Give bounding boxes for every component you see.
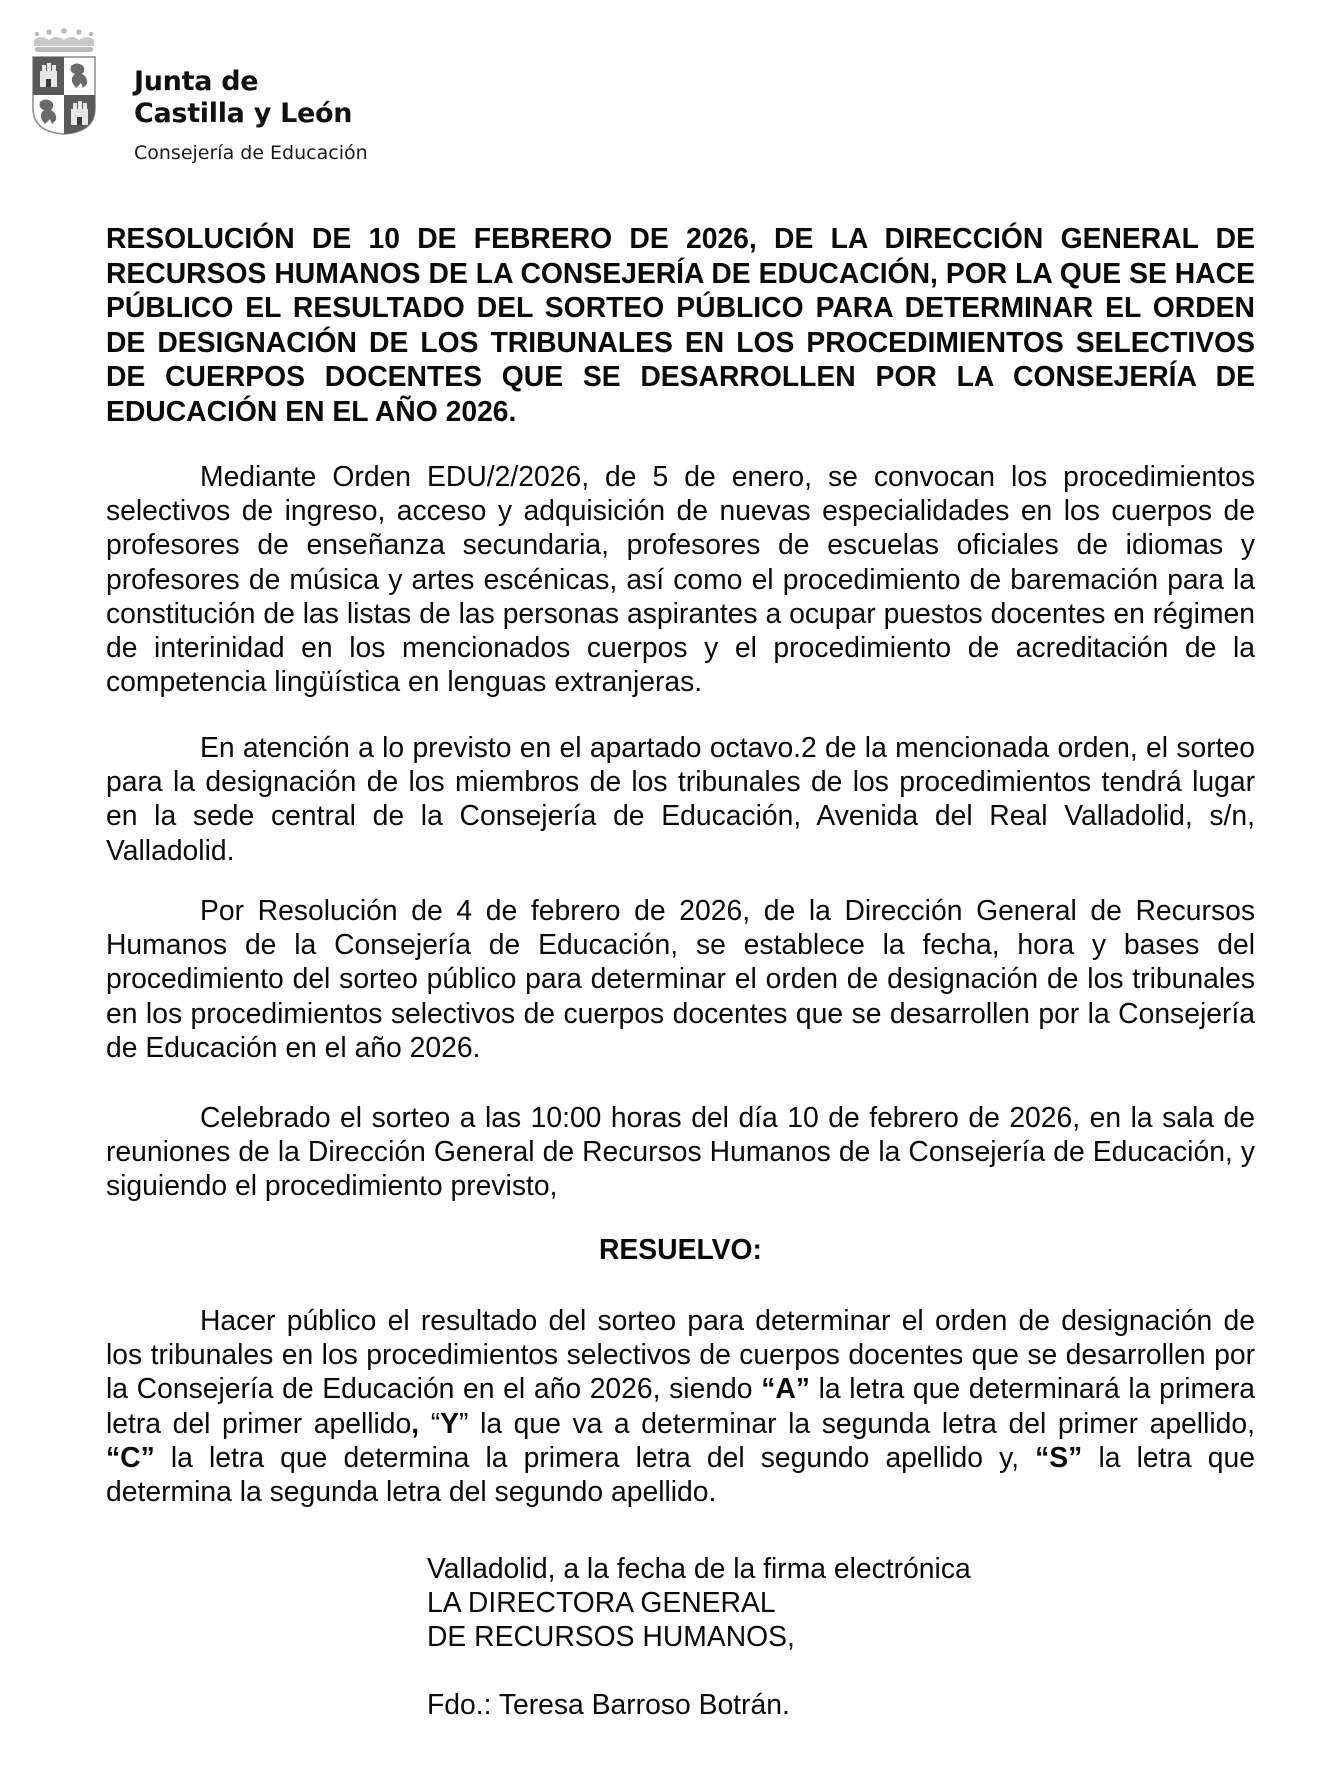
spacer	[427, 1653, 971, 1687]
quote-open: “	[419, 1406, 441, 1439]
signatory-role-line1: LA DIRECTORA GENERAL	[427, 1586, 776, 1618]
document-title: RESOLUCIÓN DE 10 DE FEBRERO DE 2026, DE LA DIRECCIÓN GENERAL DE RECURSOS HUMANOS DE LA CONSEJERÍA DE EDUCACIÓN, POR LA QUE SE HACE PÚBLICO EL RESULTADO DEL SORTEO PÚBLICO PARA DETERMINAR EL ORDEN DE DESIGNACIÓN DE LOS TRIBUNALES EN LOS PROCEDIMIENTOS SELECTIVOS DE CUERPOS DOCENTES QUE SE DESARROLLEN POR LA CONSEJERÍA DE EDUCACIÓN EN EL AÑO 2026.	[106, 222, 1255, 427]
paragraph-1: Mediante Orden EDU/2/2026, de 5 de enero, se convocan los procedimientos selectivos de ingreso, acceso y adquisición de nuevas especialidades en los cuerpos de profesores de enseñanza secundaria, profesores de escuelas oficiales de idiomas y profesores de música y artes escénicas, así como el procedimiento de baremación para la constitución de las listas de las personas aspirantes a ocupar puestos docentes en régimen de interinidad en los mencionados cuerpos y el procedimiento de acreditación de la competencia lingüística en lenguas extranjeras.	[106, 460, 1255, 698]
department-name: Consejería de Educación	[134, 142, 368, 164]
quote-close: ”	[459, 1406, 469, 1439]
resolution-text: Hacer público el resultado del sorteo para determinar el orden de designación de los tribunales en los procedimientos selectivos de cuerpos docentes que se desarrollen por la Consejería de Educación en el año 2026, siendo	[106, 1304, 1255, 1405]
paragraph-3: Por Resolución de 4 de febrero de 2026, de la Dirección General de Recursos Humanos de la Consejería de Educación, se establece la fecha, hora y bases del procedimiento del sorteo público para determinar el orden de designación de los tribunales en los procedimientos selectivos de cuerpos docentes que se desarrollen por la Consejería de Educación en el año 2026.	[106, 894, 1255, 1063]
place-date: Valladolid, a la fecha de la firma electrónica	[427, 1552, 971, 1584]
junta-logo	[28, 24, 408, 174]
resolution-heading: RESUELVO:	[599, 1233, 762, 1265]
letter-c: “C”	[106, 1440, 155, 1473]
resolution-text: la que va a determinar la segunda letra del primer apellido,	[468, 1406, 1255, 1439]
letter-s: “S”	[1035, 1440, 1083, 1473]
paragraph-4: Celebrado el sorteo a las 10:00 horas del día 10 de febrero de 2026, en la sala de reuniones de la Dirección General de Recursos Humanos de la Consejería de Educación, y siguiendo el procedimiento previsto,	[106, 1101, 1255, 1202]
org-name-line2: Castilla y León	[134, 98, 353, 129]
signed-by: Fdo.: Teresa Barroso Botrán.	[427, 1688, 790, 1720]
letter-y: Y	[440, 1406, 460, 1439]
coat-of-arms-icon	[31, 26, 97, 136]
signatory-role-line2: DE RECURSOS HUMANOS,	[427, 1620, 795, 1652]
bold-comma: ,	[411, 1406, 420, 1439]
resolution-text: la letra que determina la primera letra del segundo apellido y,	[154, 1440, 1036, 1473]
signature-block	[427, 1551, 971, 1721]
org-name-line1: Junta de	[134, 66, 259, 97]
resolution-paragraph	[106, 1303, 1255, 1508]
resolution-text: la letra que determina la segunda letra del segundo apellido.	[106, 1440, 1255, 1508]
letter-a: “A”	[761, 1372, 810, 1405]
resolution-text: la letra que determinará la primera letra del primer apellido	[106, 1372, 1255, 1439]
paragraph-2: En atención a lo previsto en el apartado octavo.2 de la mencionada orden, el sorteo para la designación de los miembros de los tribunales de los procedimientos tendrá lugar en la sede central de la Consejería de Educación, Avenida del Real Valladolid, s/n, Valladolid.	[106, 731, 1255, 866]
